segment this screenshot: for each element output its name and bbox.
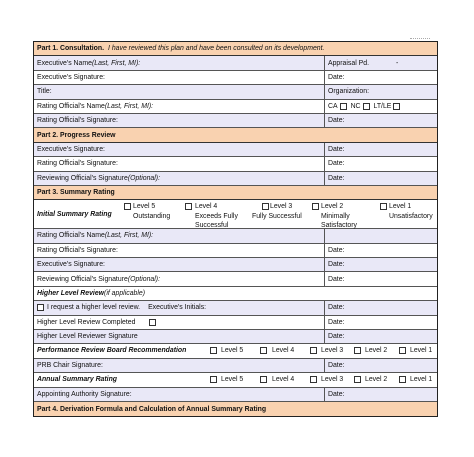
part1-title: Part 1. Consultation. [37, 45, 104, 53]
prb-level2-checkbox[interactable] [354, 347, 361, 354]
ca-label: CA [328, 102, 338, 110]
rating-official-signature-row-p1 [34, 114, 437, 128]
appointing-authority-signature-label: Appointing Authority Signature: [37, 390, 132, 398]
rating-official-name-field-p3[interactable] [34, 229, 324, 242]
annual-level1-label: Level 1 [410, 376, 433, 384]
date-label: Date: [328, 174, 345, 182]
rating-official-name-row-p3 [34, 229, 437, 243]
optional-hint: (Optional): [127, 275, 160, 283]
prb-level5-checkbox[interactable] [210, 347, 217, 354]
executive-signature-label: Executive's Signature: [37, 73, 105, 81]
executive-signature-label: Executive's Signature: [37, 145, 105, 153]
nc-checkbox[interactable] [363, 103, 370, 110]
date-field-p3g[interactable] [324, 359, 437, 372]
request-higher-review-row [34, 301, 437, 315]
higher-reviewer-signature-row [34, 330, 437, 344]
level-label: Level 5 [133, 203, 156, 211]
official-type-group [324, 100, 437, 113]
higher-review-completed-row [34, 316, 437, 330]
rating-official-signature-field-p2[interactable] [34, 157, 324, 170]
executive-signature-row-p2 [34, 143, 437, 157]
ca-checkbox[interactable] [340, 103, 347, 110]
ltle-label: LT/LE [373, 102, 392, 110]
date-field-p3a[interactable] [324, 244, 437, 257]
annual-level4-checkbox[interactable] [260, 376, 267, 383]
request-higher-review-checkbox[interactable] [37, 304, 44, 311]
higher-review-completed-label: Higher Level Review Completed [37, 318, 136, 326]
appraisal-form [33, 41, 438, 417]
initial-level1-text [389, 202, 433, 221]
date-field-p1b[interactable] [324, 114, 437, 127]
executive-signature-field-p1[interactable] [34, 71, 324, 84]
part2-header [34, 128, 437, 142]
date-field-p3d[interactable] [324, 301, 437, 314]
level-desc2: Successful [195, 222, 229, 230]
date-label: Date: [328, 362, 345, 369]
prb-level4-label: Level 4 [272, 347, 295, 355]
organization-field[interactable] [324, 85, 437, 98]
rating-official-name-field-p1[interactable] [34, 100, 324, 113]
higher-reviewer-signature-field[interactable] [34, 330, 324, 343]
rating-official-signature-field-p3[interactable] [34, 244, 324, 257]
part4-header [34, 402, 437, 416]
prb-recommendation-label: Performance Review Board Recommendation [37, 347, 187, 355]
initial-summary-rating-label: Initial Summary Rating [37, 210, 112, 218]
rating-official-signature-label: Rating Official's Signature: [37, 246, 118, 254]
empty-cell-p3 [324, 229, 437, 242]
initial-level5-checkbox[interactable] [124, 203, 131, 210]
initial-level4-text [195, 202, 238, 231]
request-higher-review-label: I request a higher level review. [47, 304, 141, 312]
date-field-p2b[interactable] [324, 157, 437, 170]
if-applicable-hint: (if applicable) [104, 290, 146, 298]
annual-level3-checkbox[interactable] [310, 376, 317, 383]
prb-recommendation-row [34, 344, 437, 358]
appraisal-period-label: Appraisal Pd. [328, 59, 369, 67]
level-label: Level 4 [195, 203, 218, 211]
organization-label: Organization: [328, 88, 369, 96]
executive-name-label: Executive's Name [37, 59, 92, 67]
date-label: Date: [328, 117, 345, 125]
date-field-p1a[interactable] [324, 71, 437, 84]
date-field-p2c[interactable] [324, 172, 437, 185]
initial-summary-rating-row [34, 200, 437, 229]
executive-name-hint: (Last, First, MI): [91, 59, 141, 67]
executive-signature-row-p3 [34, 258, 437, 272]
level-label: Level 1 [389, 203, 412, 211]
date-label: Date: [328, 318, 345, 326]
level-desc2: Satisfactory [321, 222, 357, 230]
part3-header [34, 186, 437, 200]
executive-signature-row-p1 [34, 71, 437, 85]
date-label: Date: [328, 390, 345, 398]
date-field-p3f[interactable] [324, 330, 437, 343]
date-field-p3c[interactable] [324, 272, 437, 285]
rating-official-signature-label: Rating Official's Signature: [37, 160, 118, 168]
executive-signature-field-p2[interactable] [34, 143, 324, 156]
date-label: Date: [328, 160, 345, 168]
prb-level1-checkbox[interactable] [399, 347, 406, 354]
higher-review-completed-checkbox[interactable] [149, 319, 156, 326]
annual-level1-checkbox[interactable] [399, 376, 406, 383]
date-label: Date: [328, 246, 345, 254]
annual-level4-label: Level 4 [272, 376, 295, 384]
part3-title: Part 3. Summary Rating [37, 189, 115, 197]
prb-level5-label: Level 5 [221, 347, 244, 355]
initial-level2-checkbox[interactable] [312, 203, 319, 210]
reviewing-official-signature-field-p3[interactable] [34, 272, 324, 285]
prb-chair-signature-row [34, 359, 437, 373]
date-label: Date: [328, 333, 345, 341]
prb-chair-signature-field[interactable] [34, 359, 324, 372]
date-label: Date: [328, 304, 345, 312]
annual-level5-label: Level 5 [221, 376, 244, 384]
annual-level3-label: Level 3 [321, 376, 344, 384]
annual-level5-checkbox[interactable] [210, 376, 217, 383]
higher-level-review-label: Higher Level Review [37, 290, 105, 298]
prb-level3-label: Level 3 [321, 347, 344, 355]
title-label: Title: [37, 88, 52, 96]
rating-official-signature-label: Rating Official's Signature: [37, 117, 118, 125]
rating-official-name-label: Rating Official's Name [37, 102, 105, 110]
reviewing-official-signature-label: Reviewing Official's Signature [37, 174, 128, 182]
initial-level5-text [133, 202, 170, 221]
executive-signature-field-p3[interactable] [34, 258, 324, 271]
rating-official-name-hint: (Last, First, MI): [104, 232, 154, 240]
level-desc: Exceeds Fully [195, 212, 238, 220]
nc-label: NC [350, 102, 361, 110]
rating-official-signature-row-p2 [34, 157, 437, 171]
appraisal-period-field[interactable] [324, 56, 437, 69]
executive-name-field[interactable] [34, 56, 324, 69]
executive-initials-label: Executive's Initials: [148, 304, 207, 312]
title-row [34, 85, 437, 99]
rating-official-name-label: Rating Official's Name [37, 232, 105, 240]
date-label: Date: [328, 73, 345, 81]
annual-level2-checkbox[interactable] [354, 376, 361, 383]
higher-level-review-heading-row [34, 287, 437, 301]
optional-hint: (Optional): [127, 174, 160, 182]
initial-level4-checkbox[interactable] [185, 203, 192, 210]
part4-title: Part 4. Derivation Formula and Calculation of Annual Summary Rating [37, 405, 267, 413]
annual-summary-rating-label: Annual Summary Rating [37, 376, 118, 384]
level-label: Level 3 [270, 203, 293, 211]
level-desc: Outstanding [133, 212, 171, 220]
rating-official-signature-field-p1[interactable] [34, 114, 324, 127]
date-label: Date: [328, 275, 345, 283]
prb-chair-signature-label: PRB Chair Signature: [37, 362, 103, 369]
date-label: Date: [328, 145, 345, 153]
part1-statement: I have reviewed this plan and have been consulted on its development. [108, 45, 325, 53]
reviewing-official-signature-field-p2[interactable] [34, 172, 324, 185]
higher-reviewer-signature-label: Higher Level Reviewer Signature [37, 333, 138, 341]
rating-official-name-row-p1 [34, 100, 437, 114]
part2-title: Part 2. Progress Review [37, 131, 116, 139]
part1-header [34, 42, 437, 56]
initial-level2-text [321, 202, 357, 231]
higher-review-completed-field [34, 316, 324, 329]
date-field-p3h[interactable] [324, 388, 437, 401]
initial-level3-text [252, 202, 302, 221]
ltle-checkbox[interactable] [393, 103, 400, 110]
level-desc: Fully Successful [252, 212, 302, 220]
level-desc: Unsatisfactory [389, 212, 433, 220]
reviewing-official-signature-label: Reviewing Official's Signature [37, 275, 128, 283]
executive-name-row [34, 56, 437, 70]
reviewing-official-signature-row-p3 [34, 272, 437, 286]
executive-signature-label: Executive's Signature: [37, 261, 105, 269]
date-label: Date: [328, 261, 345, 269]
annual-level2-label: Level 2 [365, 376, 388, 384]
level-desc: Minimally [321, 212, 350, 220]
rating-official-signature-row-p3 [34, 244, 437, 258]
initial-level1-checkbox[interactable] [380, 203, 387, 210]
appraisal-period-dash: - [395, 59, 399, 67]
request-higher-review-field [34, 301, 324, 314]
appointing-authority-signature-field[interactable] [34, 388, 324, 401]
annual-summary-rating-row [34, 373, 437, 387]
title-field[interactable] [34, 85, 324, 98]
date-field-p2a[interactable] [324, 143, 437, 156]
level-label: Level 2 [321, 203, 344, 211]
prb-level3-checkbox[interactable] [310, 347, 317, 354]
date-field-p3b[interactable] [324, 258, 437, 271]
rating-official-name-hint: (Last, First, MI): [104, 102, 154, 110]
prb-level2-label: Level 2 [365, 347, 388, 355]
date-field-p3e[interactable] [324, 316, 437, 329]
prb-level4-checkbox[interactable] [260, 347, 267, 354]
prb-level1-label: Level 1 [410, 347, 433, 355]
reviewing-official-signature-row-p2 [34, 172, 437, 186]
appointing-authority-signature-row [34, 388, 437, 402]
